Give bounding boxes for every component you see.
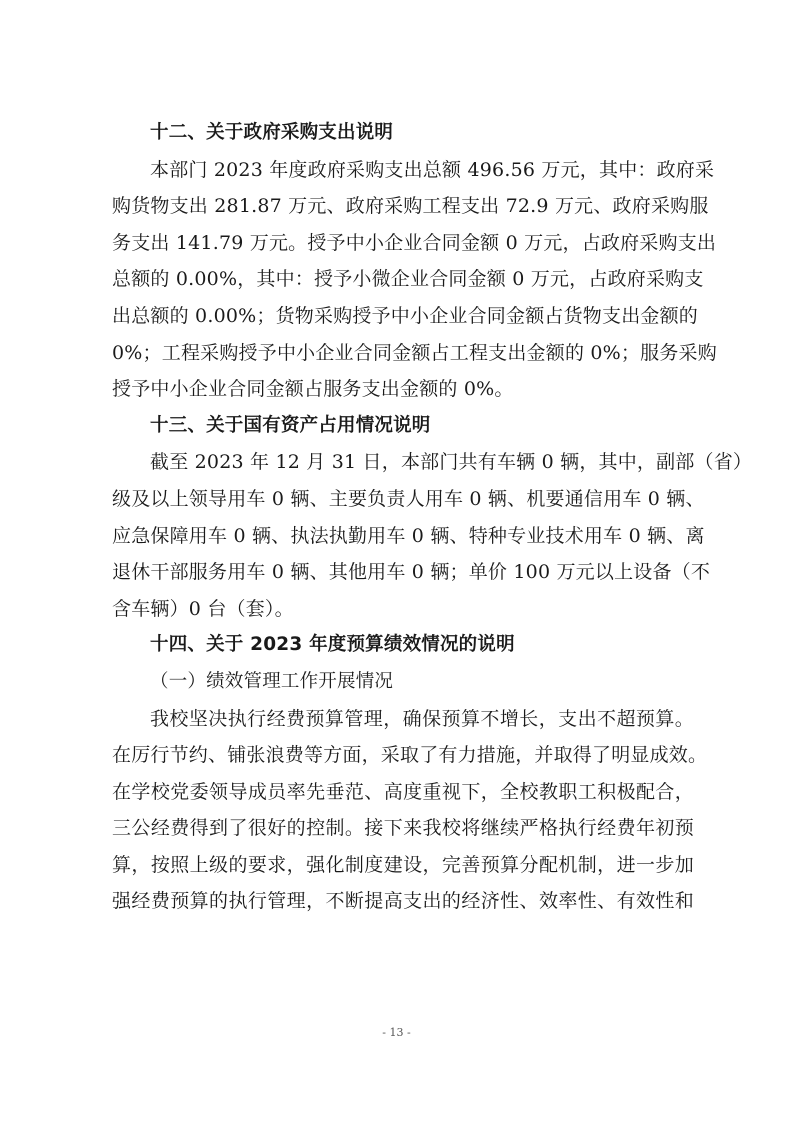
paragraph-line: 购货物支出 281.87 万元、政府采购工程支出 72.9 万元、政府采购服 (112, 195, 709, 218)
paragraph-line: 授予中小企业合同金额占服务支出金额的 0%。 (112, 378, 514, 401)
section-heading: 十四、关于 2023 年度预算绩效情况的说明 (150, 634, 515, 656)
paragraph-line: 在厉行节约、铺张浪费等方面，采取了有力措施，并取得了明显成效。 (112, 744, 708, 767)
paragraph-line: 出总额的 0.00%；货物采购授予中小企业合同金额占货物支出金额的 (112, 304, 698, 327)
paragraph-line: 0%；工程采购授予中小企业合同金额占工程支出金额的 0%；服务采购 (112, 341, 717, 364)
page-number: - 13 - (382, 1026, 411, 1039)
paragraph-line: 我校坚决执行经费预算管理，确保预算不增长，支出不超预算。 (150, 707, 694, 730)
paragraph-line: 在学校党委领导成员率先垂范、高度重视下，全校教职工积极配合， (112, 780, 694, 803)
paragraph-line: 务支出 141.79 万元。授予中小企业合同金额 0 万元，占政府采购支出 (112, 231, 717, 254)
paragraph-line: 总额的 0.00%，其中：授予小微企业合同金额 0 万元，占政府采购支 (112, 268, 704, 291)
paragraph-line: 退休干部服务用车 0 辆、其他用车 0 辆；单价 100 万元以上设备（不 (112, 561, 711, 584)
paragraph-line: 级及以上领导用车 0 辆、主要负责人用车 0 辆、机要通信用车 0 辆、 (112, 487, 705, 510)
section-heading: 十二、关于政府采购支出说明 (150, 122, 394, 143)
paragraph-line: 强经费预算的执行管理，不断提高支出的经济性、效率性、有效性和 (112, 890, 694, 913)
section-heading: 十三、关于国有资产占用情况说明 (150, 414, 431, 436)
paragraph-line: 本部门 2023 年度政府采购支出总额 496.56 万元，其中：政府采 (150, 158, 715, 181)
paragraph-line: 含车辆）0 台（套）。 (112, 597, 294, 620)
paragraph-line: 截至 2023 年 12 月 31 日，本部门共有车辆 0 辆，其中，副部（省） (150, 451, 753, 474)
paragraph-line: 三公经费得到了很好的控制。接下来我校将继续严格执行经费年初预 (112, 817, 694, 840)
subsection-heading: （一）绩效管理工作开展情况 (150, 670, 394, 692)
paragraph-line: 算，按照上级的要求，强化制度建设，完善预算分配机制，进一步加 (112, 853, 694, 876)
page-content (112, 115, 753, 920)
paragraph-line: 应急保障用车 0 辆、执法执勤用车 0 辆、特种专业技术用车 0 辆、离 (112, 524, 705, 547)
